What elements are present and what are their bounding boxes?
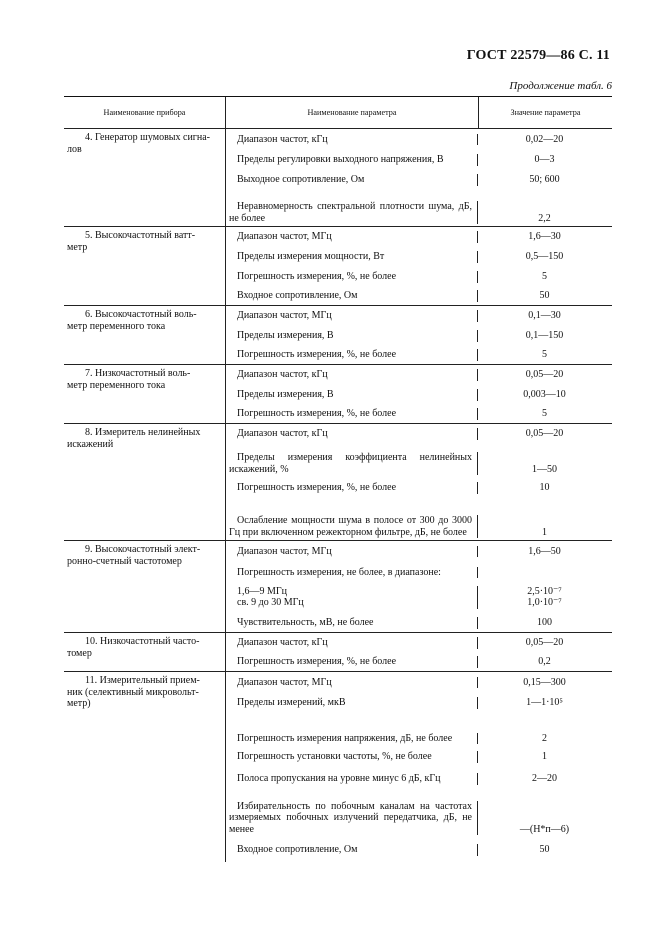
table-group-wattmeter xyxy=(64,227,612,306)
table-row: Погрешность измерения напряжения, дБ, не более 2 xyxy=(226,713,611,746)
table-group-generator xyxy=(64,129,612,227)
table-row: Выходное сопротивление, Ом 50; 600 xyxy=(226,170,611,190)
table-group-measuring-receiver xyxy=(64,672,612,862)
table-group-lf-voltmeter xyxy=(64,365,612,424)
table-row: Погрешность измерения, %, не более 5 xyxy=(226,405,611,423)
table-group-hf-voltmeter xyxy=(64,306,612,365)
table-row: Погрешность установки частоты, %, не более 1 xyxy=(226,746,611,768)
table-row: Диапазон частот, МГц 0,15—300 xyxy=(226,672,611,693)
table-row: Пределы измерения, В 0,003—10 xyxy=(226,385,611,405)
table-row: Входное сопротивление, Ом 50 xyxy=(226,838,611,862)
table-row: Избирательность по побочным каналам на частотах измеряемых побочных излучений передатчика, дБ, не менее —(Н*п—6) xyxy=(226,790,611,838)
table-row: Диапазон частот, МГц 1,6—30 xyxy=(226,227,611,247)
table-header-row xyxy=(64,97,612,129)
table-row: Пределы измерения мощности, Вт 0,5—150 xyxy=(226,247,611,267)
table-continuation-label: Продолжение табл. 6 xyxy=(509,80,612,92)
device-name: 4. Генератор шумовых сигна- лов xyxy=(67,132,211,155)
device-name: 9. Высокочастотный элект- ронно-счетный частотомер xyxy=(67,544,201,567)
table-row: Диапазон частот, кГц 0,02—20 xyxy=(226,129,611,150)
col-header-param: Наименование параметра xyxy=(225,97,479,128)
col-header-device: Наименование прибора xyxy=(103,108,186,117)
device-name: 7. Низкочастотный воль- метр переменного тока xyxy=(67,368,191,391)
table-row: Погрешность измерения, %, не более 5 xyxy=(226,346,611,364)
device-name: 10. Низкочастотный часто- томер xyxy=(67,636,200,659)
table-row: Входное сопротивление, Ом 50 xyxy=(226,287,611,305)
table-row: Погрешность измерения, %, не более 5 xyxy=(226,267,611,287)
col-header-value: Значение параметра xyxy=(510,108,581,117)
table-row: Погрешность измерения, не более, в диапазоне: xyxy=(226,562,611,583)
page-header: ГОСТ 22579—86 С. 11 xyxy=(466,48,610,63)
table-row: Пределы измерения, В 0,1—150 xyxy=(226,326,611,346)
device-name: 5. Высокочастотный ватт- метр xyxy=(67,230,196,253)
table-row: 1,6—9 МГц 2,5·10⁻⁷ xyxy=(226,583,611,597)
table-group-lf-frequency-meter xyxy=(64,633,612,672)
table-row: Пределы измерения коэффициента нелинейных искажений, % 1—50 xyxy=(226,444,611,478)
table-row: Диапазон частот, МГц 0,1—30 xyxy=(226,306,611,326)
table-row: Диапазон частот, кГц 0,05—20 xyxy=(226,424,611,444)
table-row: Чувствительность, мВ, не более 100 xyxy=(226,614,611,632)
device-name: 11. Измерительный прием- ник (селективный микровольт- метр) xyxy=(67,675,200,709)
spec-table xyxy=(64,96,612,862)
table-row: Погрешность измерения, %, не более 10 xyxy=(226,478,611,498)
table-row: Пределы регулировки выходного напряжения, В 0—3 xyxy=(226,150,611,170)
table-row: Ослабление мощности шума в полосе от 300 до 3000 Гц при включенном режекторном фильтре, дБ, не более 1 xyxy=(226,498,611,540)
table-row: св. 9 до 30 МГц 1,0·10⁻⁷ xyxy=(226,597,611,614)
table-row: Погрешность измерения, %, не более 0,2 xyxy=(226,653,611,671)
table-row: Пределы измерений, мкВ 1—1·10⁵ xyxy=(226,693,611,713)
table-row: Неравномерность спектральной плотности шума, дБ, не более 2,2 xyxy=(226,190,611,226)
table-row: Полоса пропускания на уровне минус 6 дБ, кГц 2—20 xyxy=(226,768,611,790)
table-row: Диапазон частот, кГц 0,05—20 xyxy=(226,365,611,385)
table-group-distortion-meter xyxy=(64,424,612,541)
device-name: 8. Измеритель нелинейных искажений xyxy=(67,427,201,450)
table-row: Диапазон частот, МГц 1,6—50 xyxy=(226,541,611,562)
device-name: 6. Высокочастотный воль- метр переменного тока xyxy=(67,309,197,332)
table-group-frequency-counter xyxy=(64,541,612,633)
table-row: Диапазон частот, кГц 0,05—20 xyxy=(226,633,611,653)
